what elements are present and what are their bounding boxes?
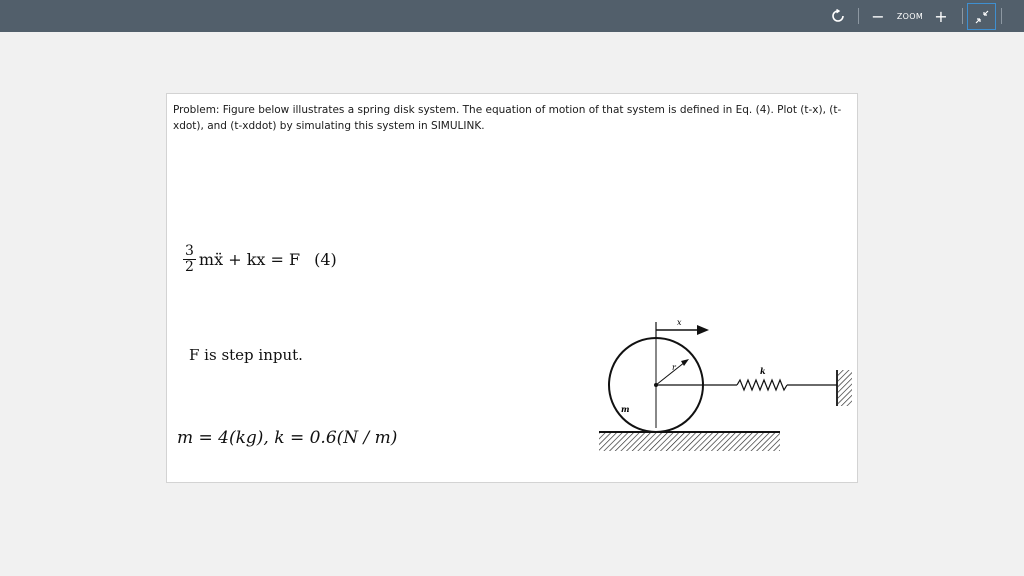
- equation-fraction: [183, 244, 196, 275]
- top-toolbar: [0, 0, 1024, 32]
- zoom-label: ZOOM: [896, 11, 924, 21]
- collapse-icon: [975, 10, 989, 24]
- toolbar-divider: [962, 8, 963, 24]
- spring-disk-figure: [597, 316, 857, 461]
- equation-body: mẍ + kx = F: [198, 250, 301, 269]
- toolbar-divider: [1001, 8, 1002, 24]
- label-r: r: [672, 363, 676, 372]
- problem-card: [166, 93, 858, 483]
- zoom-out-button[interactable]: −: [871, 6, 885, 26]
- fraction-denominator: 2: [185, 259, 194, 275]
- problem-text: Problem: Figure below illustrates a spring disk system. The equation of motion of that system is defined in Eq. (4). Plot (t-x), (t-xdot), and (t-xddot) by simulating this system in SIMULINK.: [173, 104, 842, 132]
- equation-number: (4): [314, 250, 337, 269]
- equation: [183, 244, 337, 275]
- step-input-note: F is step input.: [189, 346, 303, 364]
- toolbar-divider: [858, 8, 859, 24]
- label-m: m: [621, 404, 630, 414]
- reset-icon[interactable]: [825, 0, 851, 32]
- collapse-button[interactable]: [967, 3, 996, 30]
- label-k: k: [760, 366, 766, 376]
- spring: [737, 380, 787, 390]
- parameters: m = 4(kg), k = 0.6(N / m): [177, 428, 398, 448]
- fraction-numerator: 3: [185, 243, 194, 259]
- label-x: x: [677, 318, 682, 327]
- wall: [838, 370, 852, 406]
- ground: [599, 433, 780, 451]
- zoom-in-button[interactable]: +: [934, 6, 948, 26]
